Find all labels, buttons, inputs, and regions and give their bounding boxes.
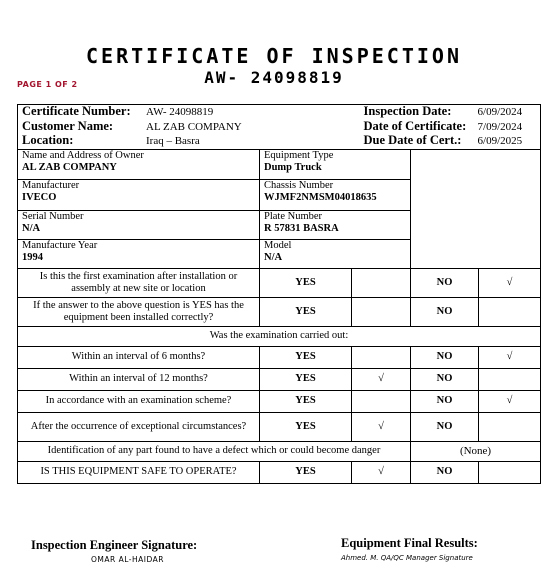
question-row: [18, 412, 541, 441]
year-cell: [18, 239, 260, 268]
serial-label: Serial Number: [22, 210, 84, 222]
detail-row: [18, 149, 541, 179]
equipment-type-label: Equipment Type: [264, 149, 334, 161]
no-label: NO: [411, 346, 479, 368]
plate-cell: [260, 210, 411, 239]
inspection-table: [17, 104, 541, 484]
no-check-mark: √: [479, 390, 541, 412]
due-date-label: Due Date of Cert.:: [363, 133, 462, 147]
inspection-date-label: Inspection Date:: [363, 104, 452, 118]
summary-row: [18, 105, 541, 150]
year-label: Manufacture Year: [22, 239, 98, 251]
due-date-value: 6/09/2025: [477, 135, 523, 147]
question-row: [18, 268, 541, 297]
manufacturer-label: Manufacturer: [22, 179, 80, 191]
question-first-exam: Is this the first examination after installation or assembly at new site or location: [18, 268, 260, 297]
section-row: [18, 326, 541, 346]
question-scheme: In accordance with an examination scheme?: [18, 390, 260, 412]
manager-signature-note: Ahmed. M. QA/QC Manager Signature: [341, 554, 473, 562]
location-value: Iraq – Basra: [146, 135, 200, 147]
yes-check-cell: [352, 390, 411, 412]
yes-check-cell: [352, 297, 411, 326]
equipment-type-value: Dump Truck: [264, 161, 322, 173]
question-safe: IS THIS EQUIPMENT SAFE TO OPERATE?: [18, 461, 260, 483]
question-defect: Identification of any part found to have a defect which or could become danger: [18, 441, 411, 461]
no-check-mark: √: [479, 346, 541, 368]
no-label: NO: [411, 368, 479, 390]
owner-label: Name and Address of Owner: [22, 149, 144, 161]
question-row: [18, 368, 541, 390]
certificate-title: CERTIFICATE OF INSPECTION: [85, 44, 463, 68]
customer-label: Customer Name:: [22, 118, 114, 133]
summary-right: [352, 105, 541, 150]
section-heading: Was the examination carried out:: [18, 326, 541, 346]
no-check-cell: [479, 297, 541, 326]
yes-label: YES: [260, 368, 352, 390]
yes-label: YES: [260, 461, 352, 483]
owner-value: AL ZAB COMPANY: [22, 161, 117, 173]
question-installed-correctly: If the answer to the above question is YES has the equipment been installed correctly?: [18, 297, 260, 326]
inspection-date-value: 6/09/2024: [477, 106, 523, 118]
year-value: 1994: [22, 251, 43, 263]
no-label: NO: [411, 412, 479, 441]
no-label: NO: [411, 268, 479, 297]
no-label: NO: [411, 297, 479, 326]
no-label: NO: [411, 461, 479, 483]
yes-check-cell: [352, 268, 411, 297]
question-6-months: Within an interval of 6 months?: [18, 346, 260, 368]
customer-value: AL ZAB COMPANY: [146, 120, 242, 133]
blank-cell: [411, 149, 541, 268]
plate-label: Plate Number: [264, 210, 323, 222]
yes-check-cell: [352, 346, 411, 368]
question-row: [18, 297, 541, 326]
no-check-mark: √: [479, 268, 541, 297]
yes-label: YES: [260, 297, 352, 326]
model-cell: [260, 239, 411, 268]
yes-label: YES: [260, 268, 352, 297]
cert-number-value: AW- 24098819: [146, 106, 214, 118]
no-label: NO: [411, 390, 479, 412]
equipment-type-cell: [260, 149, 411, 179]
yes-check-mark: √: [352, 412, 411, 441]
manufacturer-cell: [18, 179, 260, 210]
yes-label: YES: [260, 346, 352, 368]
no-check-cell: [479, 412, 541, 441]
summary-left: [18, 105, 352, 150]
yes-check-mark: √: [352, 461, 411, 483]
plate-value: R 57831 BASRA: [264, 222, 339, 234]
manufacturer-value: IVECO: [22, 191, 57, 203]
chassis-value: WJMF2NMSM04018635: [264, 191, 377, 203]
owner-cell: [18, 149, 260, 179]
chassis-label: Chassis Number: [264, 179, 334, 191]
final-results-label: Equipment Final Results:: [341, 536, 478, 550]
model-value: N/A: [264, 251, 283, 263]
certificate-number-heading: AW- 24098819: [204, 68, 344, 87]
question-exceptional: After the occurrence of exceptional circumstances?: [18, 412, 260, 441]
yes-check-mark: √: [352, 368, 411, 390]
engineer-name: OMAR AL-HAIDAR: [91, 555, 164, 564]
model-label: Model: [264, 239, 292, 251]
chassis-cell: [260, 179, 411, 210]
question-row: [18, 390, 541, 412]
question-row: [18, 441, 541, 461]
no-check-cell: [479, 368, 541, 390]
page-indicator: PAGE 1 OF 2: [17, 80, 78, 89]
yes-label: YES: [260, 390, 352, 412]
serial-cell: [18, 210, 260, 239]
yes-label: YES: [260, 412, 352, 441]
engineer-signature-label: Inspection Engineer Signature:: [31, 538, 198, 552]
serial-value: N/A: [22, 222, 41, 234]
cert-number-label: Certificate Number:: [22, 104, 131, 118]
defect-answer: (None): [411, 441, 541, 461]
question-row: [18, 346, 541, 368]
question-12-months: Within an interval of 12 months?: [18, 368, 260, 390]
no-check-cell: [479, 461, 541, 483]
location-label: Location:: [22, 133, 74, 147]
cert-date-label: Date of Certificate:: [363, 118, 467, 133]
cert-date-value: 7/09/2024: [477, 120, 523, 133]
question-row: [18, 461, 541, 483]
